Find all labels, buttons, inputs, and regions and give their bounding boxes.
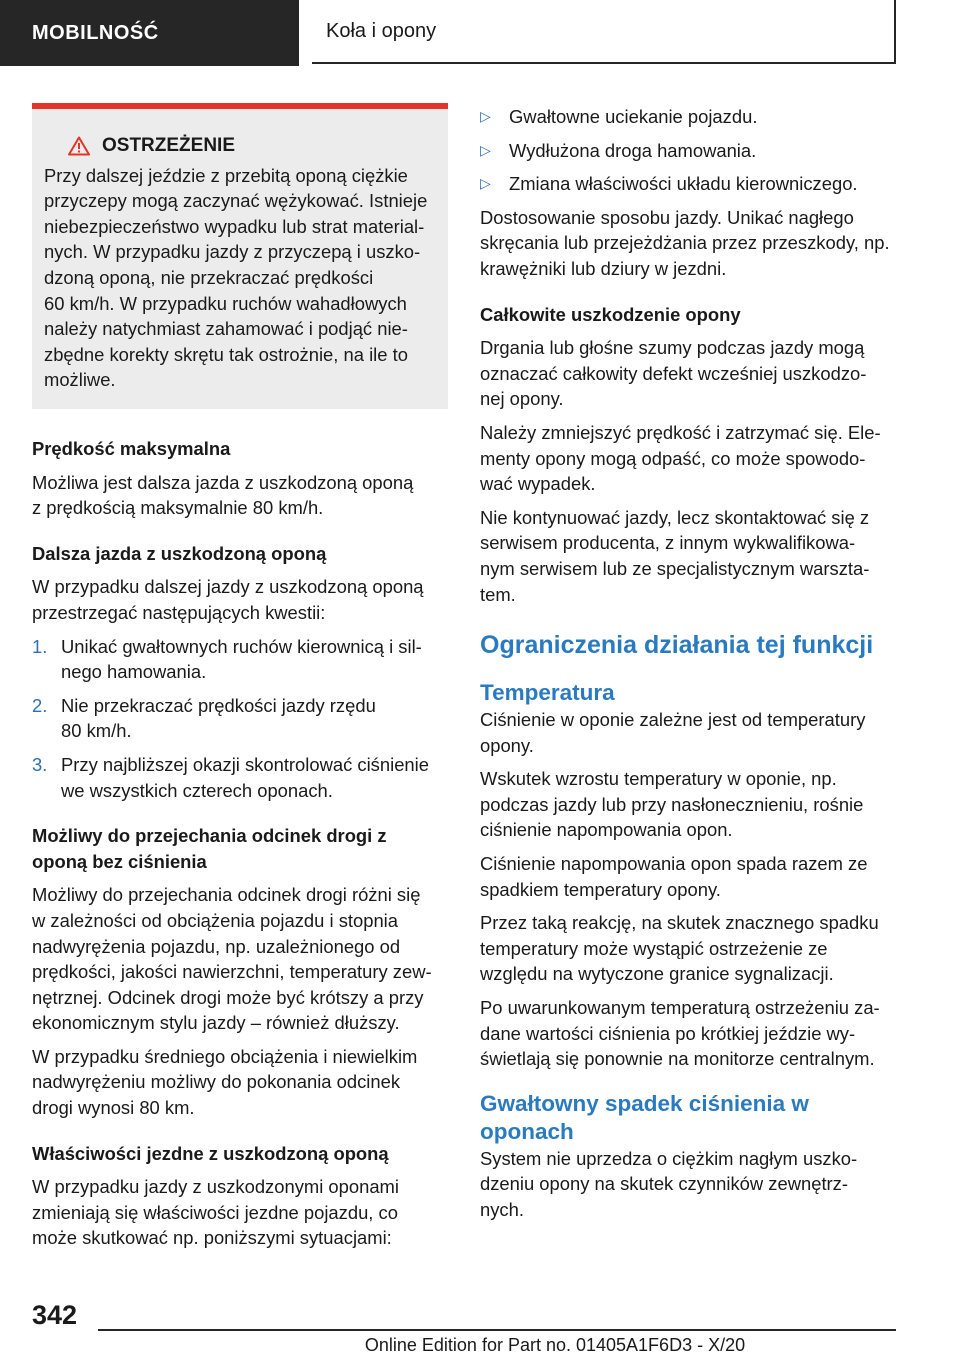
further-heading: Dalsza jazda z uszkodzoną oponą [32, 542, 327, 564]
triangle-bullet-icon: ▷ [480, 175, 491, 192]
section-title: MOBILNOŚĆ [32, 21, 159, 44]
distance-heading: Możliwy do przejechania odcinek drogi z oponą bez ciśnienia [32, 825, 387, 872]
distance-text: Możliwy do przejechania odcinek drogi różni się w zależności od obciążenia pojazdu i stopnia nadwyrężenia pojazdu, np. uzależnionego od prędkości, jakości nawierzchni, temperatury zew- nętrznej. Odcinek drogi może być krótszy a przy ekonomicznym stylu jazdy – również dłuższy. [32, 884, 432, 1034]
temp-text-1: Ciśnienie w oponie zależne jest od temperatury opony. [480, 709, 866, 756]
page-number: 342 [32, 1300, 78, 1330]
chapter-title: Koła i opony [326, 19, 437, 42]
further-text: W przypadku dalszej jazdy z uszkodzoną oponą przestrzegać następujących kwestii: [32, 576, 424, 623]
list-item: ▷ Zmiana właściwości układu kierowniczego. [480, 171, 900, 197]
chapter-tab [312, 0, 896, 64]
triangle-bullet-icon: ▷ [480, 141, 491, 158]
right-column [480, 104, 900, 1223]
props-heading: Właściwości jezdne z uszkodzoną oponą [32, 1142, 389, 1164]
section-tab [0, 0, 299, 66]
distance-text-2: W przypadku średniego obciążenia i niewielkim nadwyrężeniu możliwy do pokonania odcinek drogi wynosi 80 km. [32, 1045, 418, 1119]
warning-title [68, 133, 436, 159]
footer-divider [98, 1329, 896, 1331]
total-text-2: Należy zmniejszyć prędkość i zatrzymać się. Ele- menty opony mogą odpaść, co może spowodo- wać wypadek. [480, 421, 881, 495]
temp-text-3: Ciśnienie napompowania opon spada razem ze spadkiem temperatury opony. [480, 853, 868, 900]
warning-triangle-icon [68, 136, 90, 156]
speed-heading: Prędkość maksymalna [32, 438, 231, 459]
effects-list [480, 104, 900, 197]
steps-list [32, 634, 448, 804]
total-damage-heading: Całkowite uszkodzenie opony [480, 303, 741, 325]
temp-text-5: Po uwarunkowanym temperaturą ostrzeżeniu za- dane wartości ciśnienia po krótkiej jeździe wy- świetlają się ponownie na monitorze centralnym. [480, 997, 880, 1070]
list-item: ▷ Gwałtowne uciekanie pojazdu. [480, 104, 900, 130]
left-column [32, 436, 448, 1251]
pressure-drop-heading: Gwałtowny spadek ciśnienia w oponach [480, 1090, 809, 1144]
warning-box [32, 103, 448, 409]
temp-text-4: Przez taką reakcję, na skutek znacznego spadku temperatury może wystąpić ostrzeżenie ze względu na wytyczone granice sygnalizacji. [480, 912, 879, 985]
list-item: ▷ Wydłużona droga hamowania. [480, 138, 900, 164]
list-item: 3. Przy najbliższej okazji skontrolować ciśnienie we wszystkich czterech oponach. [32, 753, 429, 801]
temp-text-2: Wskutek wzrostu temperatury w oponie, np. podczas jazdy lub przy nasłonecznieniu, rośnie ciśnienie napompowania opon. [480, 768, 864, 841]
limits-heading: Ograniczenia działania tej funkcji [480, 631, 874, 660]
triangle-bullet-icon: ▷ [480, 108, 491, 124]
temperature-heading: Temperatura [480, 680, 615, 706]
total-text-1: Drgania lub głośne szumy podczas jazdy mogą oznaczać całkowity defekt wcześniej uszkodzo- nej opony. [480, 337, 867, 410]
speed-text: Możliwa jest dalsza jazda z uszkodzoną oponą z prędkością maksymalnie 80 km/h. [32, 471, 414, 519]
warning-text: Przy dalszej jeździe z przebitą oponą ciężkie przyczepy mogą zaczynać wężykować. Istnieje niebezpieczeństwo wypadku lub strat material- nych. W przypadku jazdy z przyczepą i uszko- dzoną oponą, nie przekraczać prędkości 60 km/h. W przypadku ruchów wahadłowych należy natychmiast zahamować i podjąć nie- zbędne korekty skrętu tak ostrożnie, na ile to możliwe. [44, 164, 428, 391]
total-text-3: Nie kontynuować jazdy, lecz skontaktować się z serwisem producenta, z innym wykwalifikowa- nym serwisem lub ze specjalistycznym warszta- tem. [480, 506, 870, 605]
list-item: 2. Nie przekraczać prędkości jazdy rzędu 80 km/h. [32, 694, 376, 742]
drop-text: System nie uprzedza o ciężkim nagłym uszko- dzeniu opony na skutek czynników zewnętrz- nych. [480, 1147, 858, 1220]
props-text: W przypadku jazdy z uszkodzonymi oponami zmieniają się właściwości jezdne pojazdu, co może skutkować np. poniższymi sytuacjami: [32, 1176, 399, 1249]
list-item: 1. Unikać gwałtownych ruchów kierownicą i sil- nego hamowania. [32, 635, 422, 683]
edition-text: Online Edition for Part no. 01405A1F6D3 - X/20 [364, 1335, 746, 1355]
warning-title-text: OSTRZEŻENIE [102, 135, 236, 156]
adjust-text: Dostosowanie sposobu jazdy. Unikać nagłego skręcania lub przejeżdżania przez przeszkody, np. krawężniki lub dziury w jezdni. [480, 206, 890, 279]
